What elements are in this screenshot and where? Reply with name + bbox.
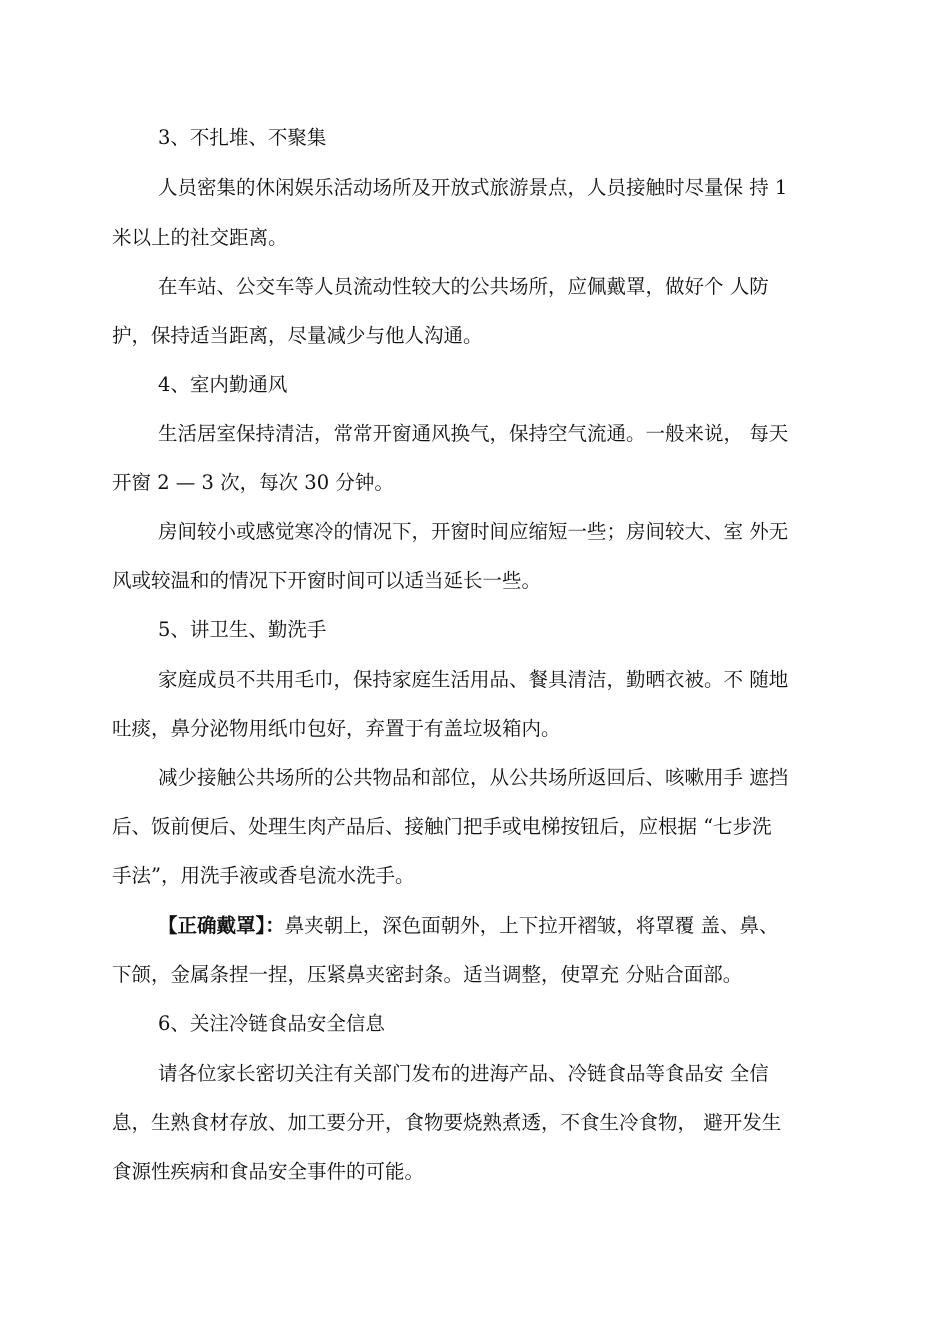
mask-tip-label: 【正确戴罩】： bbox=[158, 914, 285, 937]
section-heading-4: 4、室内勤通风 bbox=[158, 373, 288, 396]
paragraph-line: 护，保持适当距离，尽量减少与他人沟通。 bbox=[112, 324, 483, 347]
paragraph-line: 食源性疾病和食品安全事件的可能。 bbox=[112, 1160, 425, 1183]
section-heading-5: 5、讲卫生、勤洗手 bbox=[158, 618, 327, 641]
paragraph-line: 生活居室保持清洁，常常开窗通风换气，保持空气流通。一般来说， 每天 bbox=[158, 422, 789, 445]
paragraph-line: 减少接触公共场所的公共物品和部位，从公共场所返回后、咳嗽用手 遮挡 bbox=[158, 766, 789, 789]
paragraph-line: 人员密集的休闲娱乐活动场所及开放式旅游景点，人员接触时尽量保 持 1 bbox=[158, 176, 788, 199]
paragraph-line: 下颌，金属条捏一捏，压紧鼻夹密封条。适当调整，使罩充 分贴合面部。 bbox=[112, 963, 743, 986]
paragraph-line: 家庭成员不共用毛巾，保持家庭生活用品、餐具清洁，勤晒衣被。不 随地 bbox=[158, 668, 789, 691]
paragraph-line: 手法”，用洗手液或香皂流水洗手。 bbox=[112, 864, 415, 887]
section-heading-6: 6、关注冷链食品安全信息 bbox=[158, 1012, 385, 1035]
section-heading-3: 3、不扎堆、不聚集 bbox=[158, 126, 327, 149]
paragraph-line: 风或较温和的情况下开窗时间可以适当延长一些。 bbox=[112, 569, 542, 592]
paragraph-line: 房间较小或感觉寒冷的情况下，开窗时间应缩短一些；房间较大、室 外无 bbox=[158, 520, 789, 543]
paragraph-line: 在车站、公交车等人员流动性较大的公共场所，应佩戴罩，做好个 人防 bbox=[158, 275, 769, 298]
paragraph-line bbox=[158, 914, 898, 938]
paragraph-line: 息，生熟食材存放、加工要分开，食物要烧熟煮透，不食生冷食物， 避开发生 bbox=[112, 1111, 782, 1134]
paragraph-line: 请各位家长密切关注有关部门发布的进海产品、冷链食品等食品安 全信 bbox=[158, 1062, 769, 1085]
paragraph-line: 后、饭前便后、处理生肉产品后、接触门把手或电梯按钮后，应根据 “七步洗 bbox=[112, 815, 772, 838]
paragraph-line: 米以上的社交距离。 bbox=[112, 226, 288, 249]
paragraph-line: 吐痰，鼻分泌物用纸巾包好，弃置于有盖垃圾箱内。 bbox=[112, 717, 561, 740]
paragraph-line: 开窗 2 — 3 次，每次 30 分钟。 bbox=[112, 471, 394, 494]
mask-tip-text: 鼻夹朝上，深色面朝外，上下拉开褶皱，将罩覆 盖、鼻、 bbox=[284, 914, 779, 937]
